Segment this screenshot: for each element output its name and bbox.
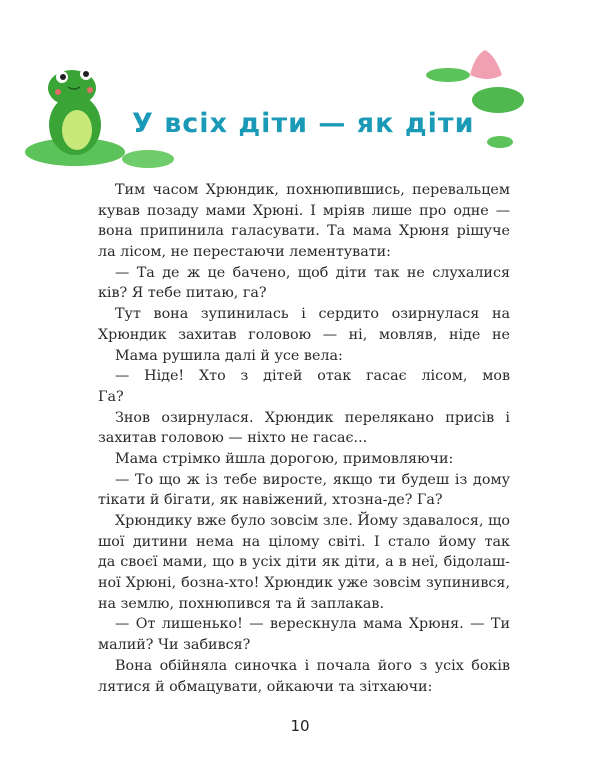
text-line: Тим часом Хрюндик, похнюпившись, перевальцем [115,182,510,198]
text-line: ків? Я тебе питаю, га? [98,285,267,302]
text-line: Га? [98,388,124,405]
text-line: — Ніде! Хто з дітей отак гасає лісом, мов [115,368,510,385]
text-line: да своєї мами, що в усіх діти як діти, а в неї, бідолаш- [98,554,510,571]
text-line: захитав головою — ніхто не гасає... [98,430,368,447]
text-line: Тут вона зупинилась і сердито озирнулася на [115,306,510,323]
text-line: Хрюндику вже було зовсім зле. Йому здавалося, що [115,513,510,529]
text-line: Мама рушила далі й усе вела: [115,347,343,364]
text-line: кував позаду мами Хрюні. І мріяв лише про одне — [98,202,510,219]
text-line: ної Хрюні, бозна-хто! Хрюндик уже зовсім зупинився, [98,575,510,592]
text-line: лятися й обмацувати, ойкаючи та зітхаючи: [98,678,433,695]
chapter-title: У всіх діти — як діти [132,108,475,139]
lilypad-icon [472,87,524,113]
text-line: — Та де ж це бачено, щоб діти так не слухалися [115,264,510,281]
text-line: вона припинила галасувати. Та мама Хрюня рішуче [98,223,510,240]
lilypad-icon [426,68,470,82]
text-line: тікати й бігати, як навіжений, хтозна-де? Га? [98,492,443,509]
text-line: ла лісом, не перестаючи лементувати: [98,244,391,261]
text-line: — От лишенько! — верескнула мама Хрюня. — Ти [115,616,510,633]
text-line: — То що ж із тебе виросте, якщо ти будеш із дому [115,471,510,488]
lilypad-icon [487,136,513,148]
lilypad-icon [122,150,174,168]
text-line: Мама стрімко йшла дорогою, примовляючи: [115,450,454,467]
text-line: шої дитини нема на цілому світі. І стало йому так [98,533,510,550]
text-line: Хрюндик захитав головою — ні, мовляв, ніде не [98,326,510,343]
page-number: 10 [290,717,310,735]
text-line: малий? Чи забився? [98,637,251,654]
lotus-icon [470,50,502,79]
text-line: Вона обійняла синочка і почала його з усіх боків [115,657,510,674]
text-line: Знов озирнулася. Хрюндик перелякано присів і [115,409,510,426]
text-line: на землю, похнюпився та й заплакав. [98,595,385,612]
body-text [98,180,510,697]
